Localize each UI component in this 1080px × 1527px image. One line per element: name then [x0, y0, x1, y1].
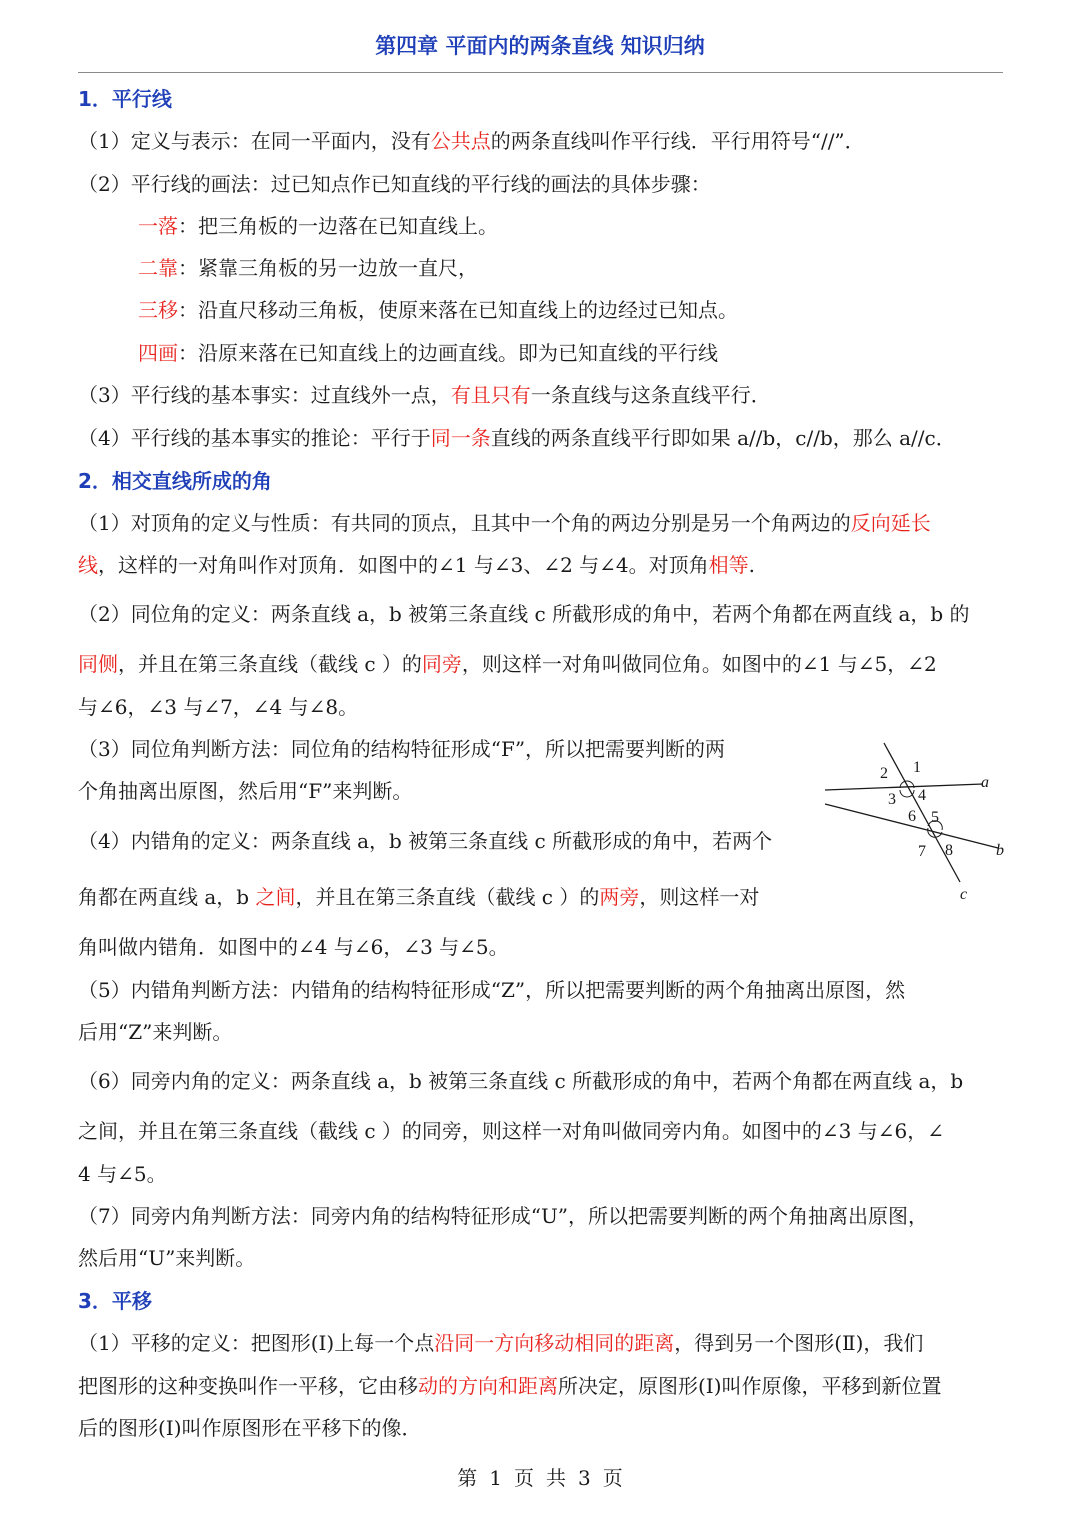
paragraph-s2-5a: （5）内错角判断方法：内错角的结构特征形成“Z”，所以把需要判断的两个角抽离出原图，然 — [78, 978, 906, 1002]
section-heading-3: 3．平移 — [78, 1289, 152, 1313]
step-2: 二靠：紧靠三角板的另一边放一直尺， — [138, 256, 478, 280]
title-divider — [78, 72, 1003, 73]
angle-label-1: 1 — [913, 759, 921, 776]
paragraph-s3-1c: 后的图形(I)叫作原图形在平移下的像． — [78, 1416, 422, 1440]
angle-label-8: 8 — [945, 842, 953, 859]
label-line-a: a — [981, 774, 989, 791]
angle-label-2: 2 — [880, 765, 888, 782]
page-title: 第四章 平面内的两条直线 知识归纳 — [375, 34, 705, 58]
angle-label-4: 4 — [918, 787, 926, 804]
footer-text: 页 — [602, 1466, 623, 1490]
paragraph-s2-7b: 然后用“U”来判断。 — [78, 1246, 256, 1270]
paragraph-s1-1: （1）定义与表示：在同一平面内，没有公共点的两条直线叫作平行线．平行用符号“//”． — [78, 129, 865, 153]
paragraph-s1-4: （4）平行线的基本事实的推论：平行于同一条直线的两条直线平行即如果 a//b，c//b，那么 a//c． — [78, 426, 956, 450]
paragraph-s2-4a: （4）内错角的定义：两条直线 a，b 被第三条直线 c 所截形成的角中，若两个 — [78, 829, 773, 853]
paragraph-s2-6a: （6）同旁内角的定义：两条直线 a，b 被第三条直线 c 所截形成的角中，若两个角都在两直线 a，b — [78, 1069, 964, 1093]
paragraph-s2-4c: 角叫做内错角．如图中的∠4 与∠6，∠3 与∠5。 — [78, 935, 509, 959]
angle-label-7: 7 — [918, 843, 926, 860]
paragraph-s3-1b: 把图形的这种变换叫作一平移，它由移动的方向和距离所决定，原图形(I)叫作原像，平移到新位置 — [78, 1374, 942, 1398]
paragraph-s2-1b: 线，这样的一对角叫作对顶角．如图中的∠1 与∠3、∠2 与∠4。对顶角相等. — [78, 553, 756, 577]
paragraph-s2-2c: 与∠6，∠3 与∠7，∠4 与∠8。 — [78, 695, 359, 719]
page-footer — [0, 1462, 1080, 1491]
paragraph-s1-2: （2）平行线的画法：过已知点作已知直线的平行线的画法的具体步骤： — [78, 172, 711, 196]
paragraph-s2-4b: 角都在两直线 a，b 之间，并且在第三条直线（截线 c ）的两旁，则这样一对 — [78, 885, 760, 909]
paragraph-s2-6b: 之间，并且在第三条直线（截线 c ）的同旁，则这样一对角叫做同旁内角。如图中的∠3 与∠6，∠ — [78, 1119, 944, 1143]
step-1: 一落：把三角板的一边落在已知直线上。 — [138, 214, 498, 238]
footer-text: 页 — [514, 1466, 534, 1490]
line-a — [825, 784, 983, 790]
section-heading-2: 2．相交直线所成的角 — [78, 469, 272, 493]
step-4: 四画：沿原来落在已知直线上的边画直线。即为已知直线的平行线 — [138, 341, 718, 365]
paragraph-s1-3: （3）平行线的基本事实：过直线外一点，有且只有一条直线与这条直线平行． — [78, 383, 771, 407]
angle-label-5: 5 — [931, 809, 939, 826]
paragraph-s2-6c: 4 与∠5。 — [78, 1162, 167, 1186]
angle-label-6: 6 — [908, 808, 916, 825]
page-total: 3 — [578, 1466, 591, 1490]
footer-text: 第 — [457, 1466, 478, 1490]
paragraph-s2-2a: （2）同位角的定义：两条直线 a，b 被第三条直线 c 所截形成的角中，若两个角都在两直线 a，b 的 — [78, 602, 970, 626]
footer-text: 共 — [546, 1466, 566, 1490]
paragraph-s2-5b: 后用“Z”来判断。 — [78, 1020, 233, 1044]
paragraph-s2-3b: 个角抽离出原图，然后用“F”来判断。 — [78, 779, 413, 803]
paragraph-s2-3a: （3）同位角判断方法：同位角的结构特征形成“F”，所以把需要判断的两 — [78, 737, 726, 761]
step-3: 三移：沿直尺移动三角板，使原来落在已知直线上的边经过已知点。 — [138, 298, 738, 322]
label-line-c: c — [960, 886, 968, 903]
paragraph-s3-1a: （1）平移的定义：把图形(I)上每一个点沿同一方向移动相同的距离，得到另一个图形(Ⅱ)，我们 — [78, 1331, 924, 1355]
transversal-figure — [820, 740, 1020, 910]
paragraph-s2-1a: （1）对顶角的定义与性质：有共同的顶点，且其中一个角的两边分别是另一个角两边的反向延长 — [78, 511, 931, 535]
page-number: 1 — [489, 1466, 502, 1490]
line-c — [884, 743, 960, 882]
paragraph-s2-7a: （7）同旁内角判断方法：同旁内角的结构特征形成“U”，所以把需要判断的两个角抽离出原图， — [78, 1204, 929, 1228]
section-heading-1: 1．平行线 — [78, 87, 172, 111]
angle-label-3: 3 — [888, 791, 896, 808]
label-line-b: b — [996, 842, 1004, 859]
paragraph-s2-2b: 同侧，并且在第三条直线（截线 c ）的同旁，则这样一对角叫做同位角。如图中的∠1 与∠5，∠2 — [78, 652, 937, 676]
